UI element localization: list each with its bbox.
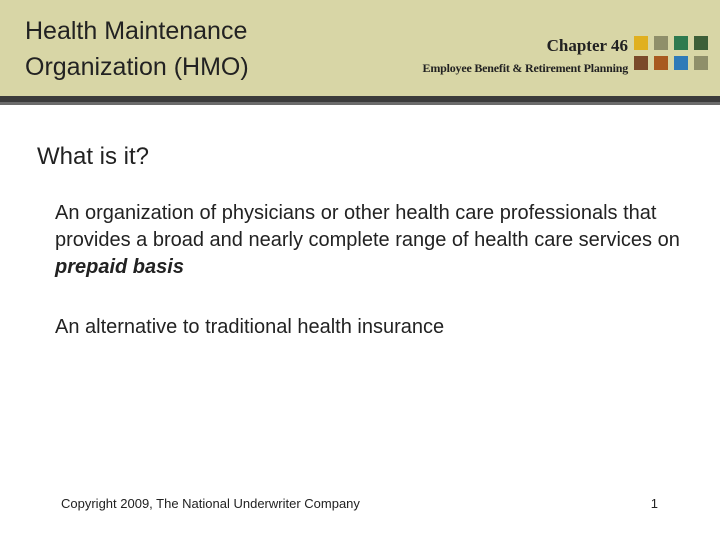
- slide-title-line-2: Organization (HMO): [25, 53, 249, 81]
- decor-square: [654, 56, 668, 70]
- section-heading: What is it?: [37, 143, 150, 170]
- definition-paragraph: [55, 200, 695, 281]
- book-title: Employee Benefit & Retirement Planning: [422, 61, 628, 75]
- chapter-label: Chapter 46: [546, 36, 628, 55]
- header-band: [0, 0, 720, 96]
- slide-title-line-1: Health Maintenance: [25, 17, 248, 45]
- decor-square: [674, 36, 688, 50]
- page-number: 1: [650, 496, 658, 511]
- alternative-paragraph: An alternative to traditional health insurance: [55, 316, 445, 338]
- header-divider: [0, 96, 720, 105]
- copyright-footer: Copyright 2009, The National Underwriter Company: [61, 496, 360, 511]
- definition-text: An organization of physicians or other health care professionals that provides a broad and nearly complete range of health care services on: [55, 202, 680, 251]
- decor-square: [634, 36, 648, 50]
- decor-square: [654, 36, 668, 50]
- decor-square: [674, 56, 688, 70]
- decor-square: [694, 56, 708, 70]
- decor-square: [694, 36, 708, 50]
- decor-square: [634, 56, 648, 70]
- decorative-squares: [634, 36, 714, 72]
- definition-emphasis: prepaid basis: [55, 256, 184, 278]
- slide-title: [25, 13, 345, 85]
